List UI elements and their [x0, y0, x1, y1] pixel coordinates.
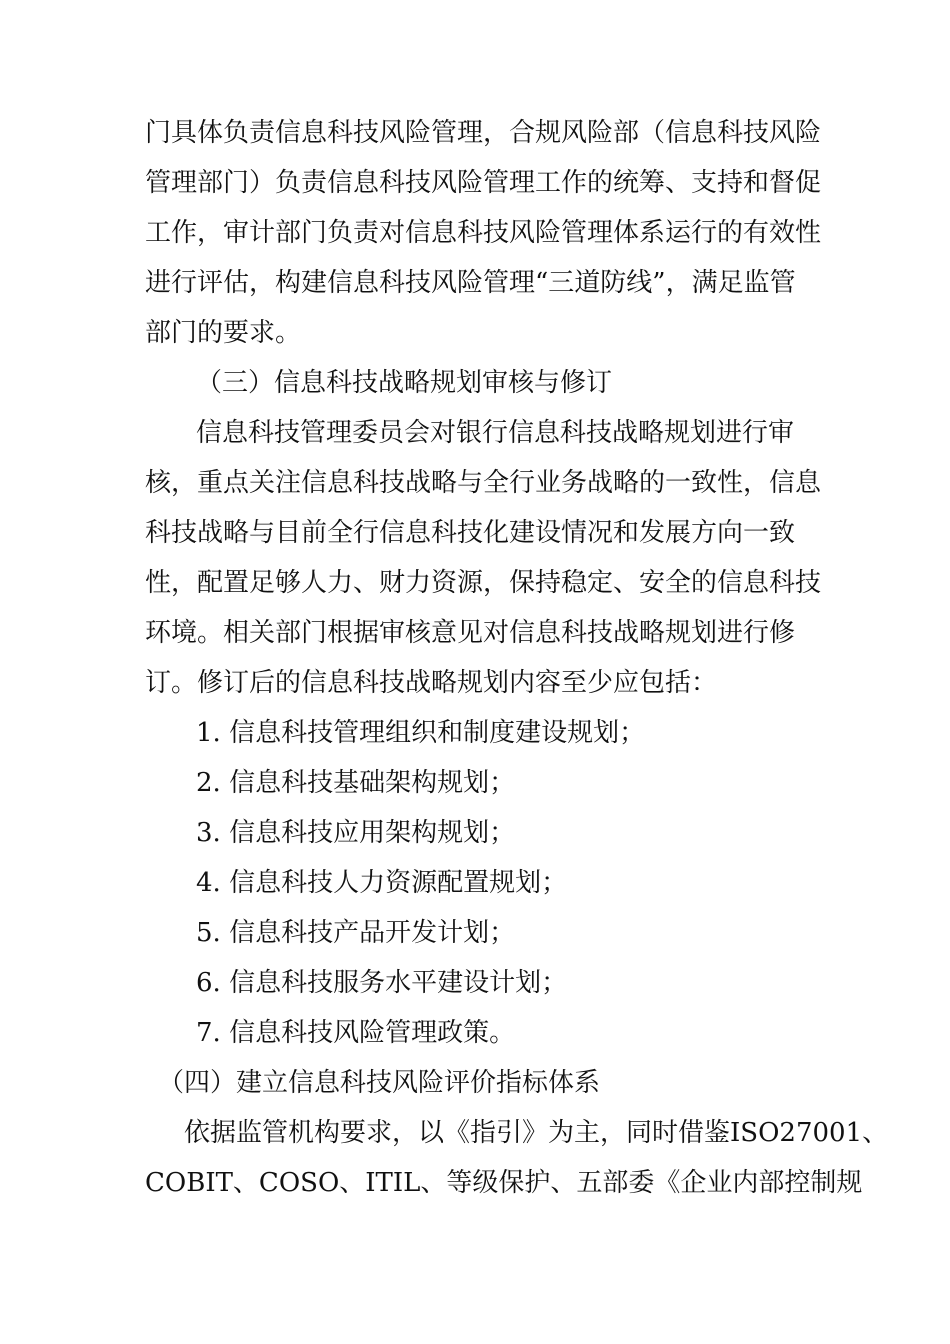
paragraph-line: 门具体负责信息科技风险管理，合规风险部（信息科技风险: [145, 118, 822, 148]
paragraph-line: 依据监管机构要求，以《指引》为主，同时借鉴ISO27001、: [184, 1118, 889, 1148]
paragraph-line: 工作，审计部门负责对信息科技风险管理体系运行的有效性: [145, 218, 822, 248]
paragraph-line: 科技战略与目前全行信息科技化建设情况和发展方向一致: [145, 518, 796, 548]
section-heading: （三）信息科技战略规划审核与修订: [196, 368, 613, 398]
paragraph-line: 管理部门）负责信息科技风险管理工作的统筹、支持和督促: [145, 168, 822, 198]
paragraph-line: 核，重点关注信息科技战略与全行业务战略的一致性，信息: [145, 468, 822, 498]
paragraph-line: 信息科技管理委员会对银行信息科技战略规划进行审: [196, 418, 795, 448]
paragraph-line: 性，配置足够人力、财力资源，保持稳定、安全的信息科技: [145, 568, 822, 598]
paragraph-line: 部门的要求。: [145, 318, 302, 348]
list-item: 3. 信息科技应用架构规划；: [196, 818, 516, 848]
list-item: 6. 信息科技服务水平建设计划；: [196, 968, 568, 998]
list-item: 1. 信息科技管理组织和制度建设规划；: [196, 718, 646, 748]
section-heading: （四）建立信息科技风险评价指标体系: [158, 1068, 601, 1098]
list-item: 7. 信息科技风险管理政策。: [196, 1018, 516, 1048]
list-item: 4. 信息科技人力资源配置规划；: [196, 868, 568, 898]
list-item: 2. 信息科技基础架构规划；: [196, 768, 516, 798]
paragraph-line: COBIT、COSO、ITIL、等级保护、五部委《企业内部控制规: [145, 1168, 863, 1198]
list-item: 5. 信息科技产品开发计划；: [196, 918, 516, 948]
paragraph-line: 订。修订后的信息科技战略规划内容至少应包括：: [145, 668, 718, 698]
paragraph-line: 进行评估，构建信息科技风险管理“三道防线”，满足监管: [145, 268, 796, 298]
paragraph-line: 环境。相关部门根据审核意见对信息科技战略规划进行修: [145, 618, 796, 648]
